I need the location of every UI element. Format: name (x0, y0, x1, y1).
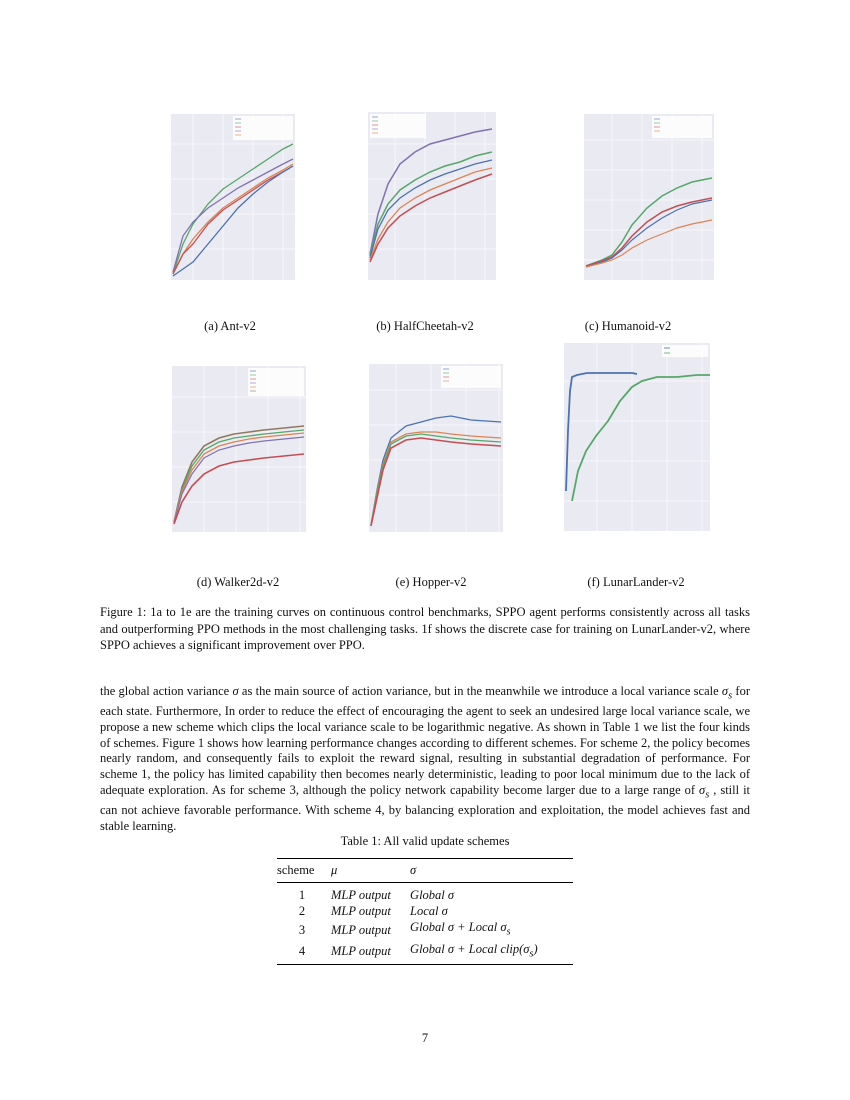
cell-scheme: 3 (298, 922, 306, 937)
math-subscript: s (506, 926, 511, 938)
legend-box (652, 116, 712, 138)
table-row (277, 919, 573, 941)
math-subscript: s (728, 690, 733, 702)
cell-sigma: Local σ (410, 904, 448, 918)
legend-box (233, 116, 293, 140)
table-caption: Table 1: All valid update schemes (340, 834, 510, 848)
body-paragraph (100, 684, 750, 834)
plot-area (564, 343, 710, 531)
subcaption-humanoid: (c) Humanoid-v2 (584, 319, 672, 333)
cell-scheme: 4 (277, 941, 331, 965)
plot-humanoid (572, 110, 717, 290)
math-sigma-s (699, 782, 710, 801)
cell-sigma: Global σ (410, 888, 455, 902)
cell-mu: MLP output (331, 904, 391, 918)
text-run: , still it can not achieve favorable performance. With scheme 4, by balancing exploration and exploitation, the model achieves fast and stable learning. (100, 782, 751, 833)
math-subscript: s (529, 948, 534, 959)
table-header-row (277, 859, 573, 883)
cell-sigma (410, 941, 573, 965)
cell-mu: MLP output (331, 888, 391, 902)
cell-sigma-text: Global σ + Local σ (410, 920, 507, 934)
figure-caption: Figure 1: 1a to 1e are the training curves on continuous control benchmarks, SPPO agent performs consistently across all tasks and outperforming PPO methods in the most challenging tasks. 1f shows the discrete case for training on LunarLander-v2, where SPPO achieves a significant improvement over PPO. (100, 605, 750, 652)
plot-lunarlander (562, 341, 712, 541)
plot-walker2d (164, 362, 310, 540)
legend-box (248, 368, 304, 396)
cell-scheme: 2 (298, 904, 306, 918)
text-run: as the main source of action variance, but in the meanwhile we introduce a local variance scale (238, 684, 722, 698)
subcaption-hopper: (e) Hopper-v2 (395, 575, 467, 589)
subcaption-lunarlander: (f) LunarLander-v2 (587, 575, 685, 589)
table-row (277, 903, 573, 919)
text-run: the global action variance (100, 684, 233, 698)
cell-scheme: 1 (298, 888, 306, 902)
cell-sigma-text: Global σ + Local clip(σ (410, 941, 530, 956)
cell-sigma (410, 919, 573, 941)
subcaption-ant: (a) Ant-v2 (204, 319, 256, 333)
header-scheme: scheme (277, 859, 331, 883)
math-sigma-s (721, 684, 733, 702)
plot-area (584, 114, 714, 280)
plot-ant (163, 104, 298, 289)
cell-mu: MLP output (331, 941, 410, 965)
legend-box (662, 345, 708, 357)
plot-hopper (351, 360, 506, 540)
math-subscript: s (705, 789, 710, 801)
table-row (277, 883, 573, 904)
schemes-table (277, 858, 573, 965)
math-sigma-base: σ (721, 684, 729, 698)
header-sigma: σ (410, 859, 573, 883)
cell-close-paren: ) (533, 941, 538, 956)
math-sigma: σ (232, 684, 239, 698)
cell-mu: MLP output (331, 922, 391, 937)
plot-halfcheetah (360, 104, 500, 289)
legend-box (441, 366, 501, 388)
text-run: for each state. Furthermore, In order to reduce the effect of encouraging the agent to seek an undesired large local variance scale, we propose a new scheme which clips the local variance scale to be logarithmic negative. As shown in Table 1 we list the four kinds of schemes. Figure 1 shows how learning performance changes according to different schemes. For scheme 2, the policy becomes nearly random, and consequently fails to exploit the reward signal, resulting in substantial degradation of performance. For scheme 1, the policy has limited capability then becomes nearly deterministic, leading to poor local minimum due to the lack of adequate exploration. As for scheme 3, although the policy network capability become larger due to a large range of (100, 684, 750, 797)
page-number: 7 (421, 1031, 429, 1045)
legend-box (370, 114, 426, 138)
header-mu: μ (331, 859, 410, 883)
table-row (277, 941, 573, 965)
subcaption-halfcheetah: (b) HalfCheetah-v2 (376, 319, 474, 333)
math-sigma-base: σ (699, 782, 706, 797)
subcaption-walker2d: (d) Walker2d-v2 (196, 575, 280, 589)
